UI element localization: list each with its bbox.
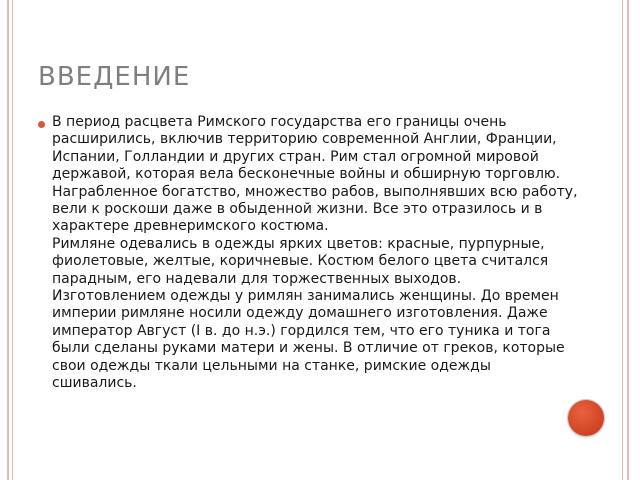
bullet-item — [38, 114, 578, 393]
right-decor-line-inner — [622, 0, 623, 480]
accent-circle-icon — [568, 400, 604, 436]
body-paragraph-2: Римляне одевались в одежды ярких цветов: красные, пурпурные, фиолетовые, желтые, коричневые. Костюм белого цвета считался парадным, его надевали для торжественных выходов. — [52, 235, 549, 287]
bullet-icon — [38, 121, 45, 128]
left-decor-line-outer — [7, 0, 9, 480]
slide-body — [38, 114, 578, 393]
body-paragraph-3: Изготовлением одежды у римлян занимались женщины. До времен империи римляне носили одежду домашнего изготовления. Даже император Август (I в. до н.э.) гордился тем, что его туника и тога были сделаны руками матери и жены. В отличие от греков, которые свои одежды ткали цельными на станке, римские одежды сшивались. — [52, 288, 565, 392]
slide-title: ВВЕДЕНИЕ — [38, 62, 191, 92]
right-decor-line-outer — [627, 0, 629, 480]
left-decor-line-inner — [12, 0, 13, 480]
body-paragraph-1: В период расцвета Римского государства его границы очень расширились, включив территорию современной Англии, Франции, Испании, Голландии и других стран. Рим стал огромной мировой державой, которая вела бесконечные войны и обширную торговлю. Награбленное богатство, множество рабов, выполнявших всю работу, вели к роскоши даже в обыденной жизни. Все это отразилось и в характере древнеримского костюма. — [52, 114, 578, 235]
